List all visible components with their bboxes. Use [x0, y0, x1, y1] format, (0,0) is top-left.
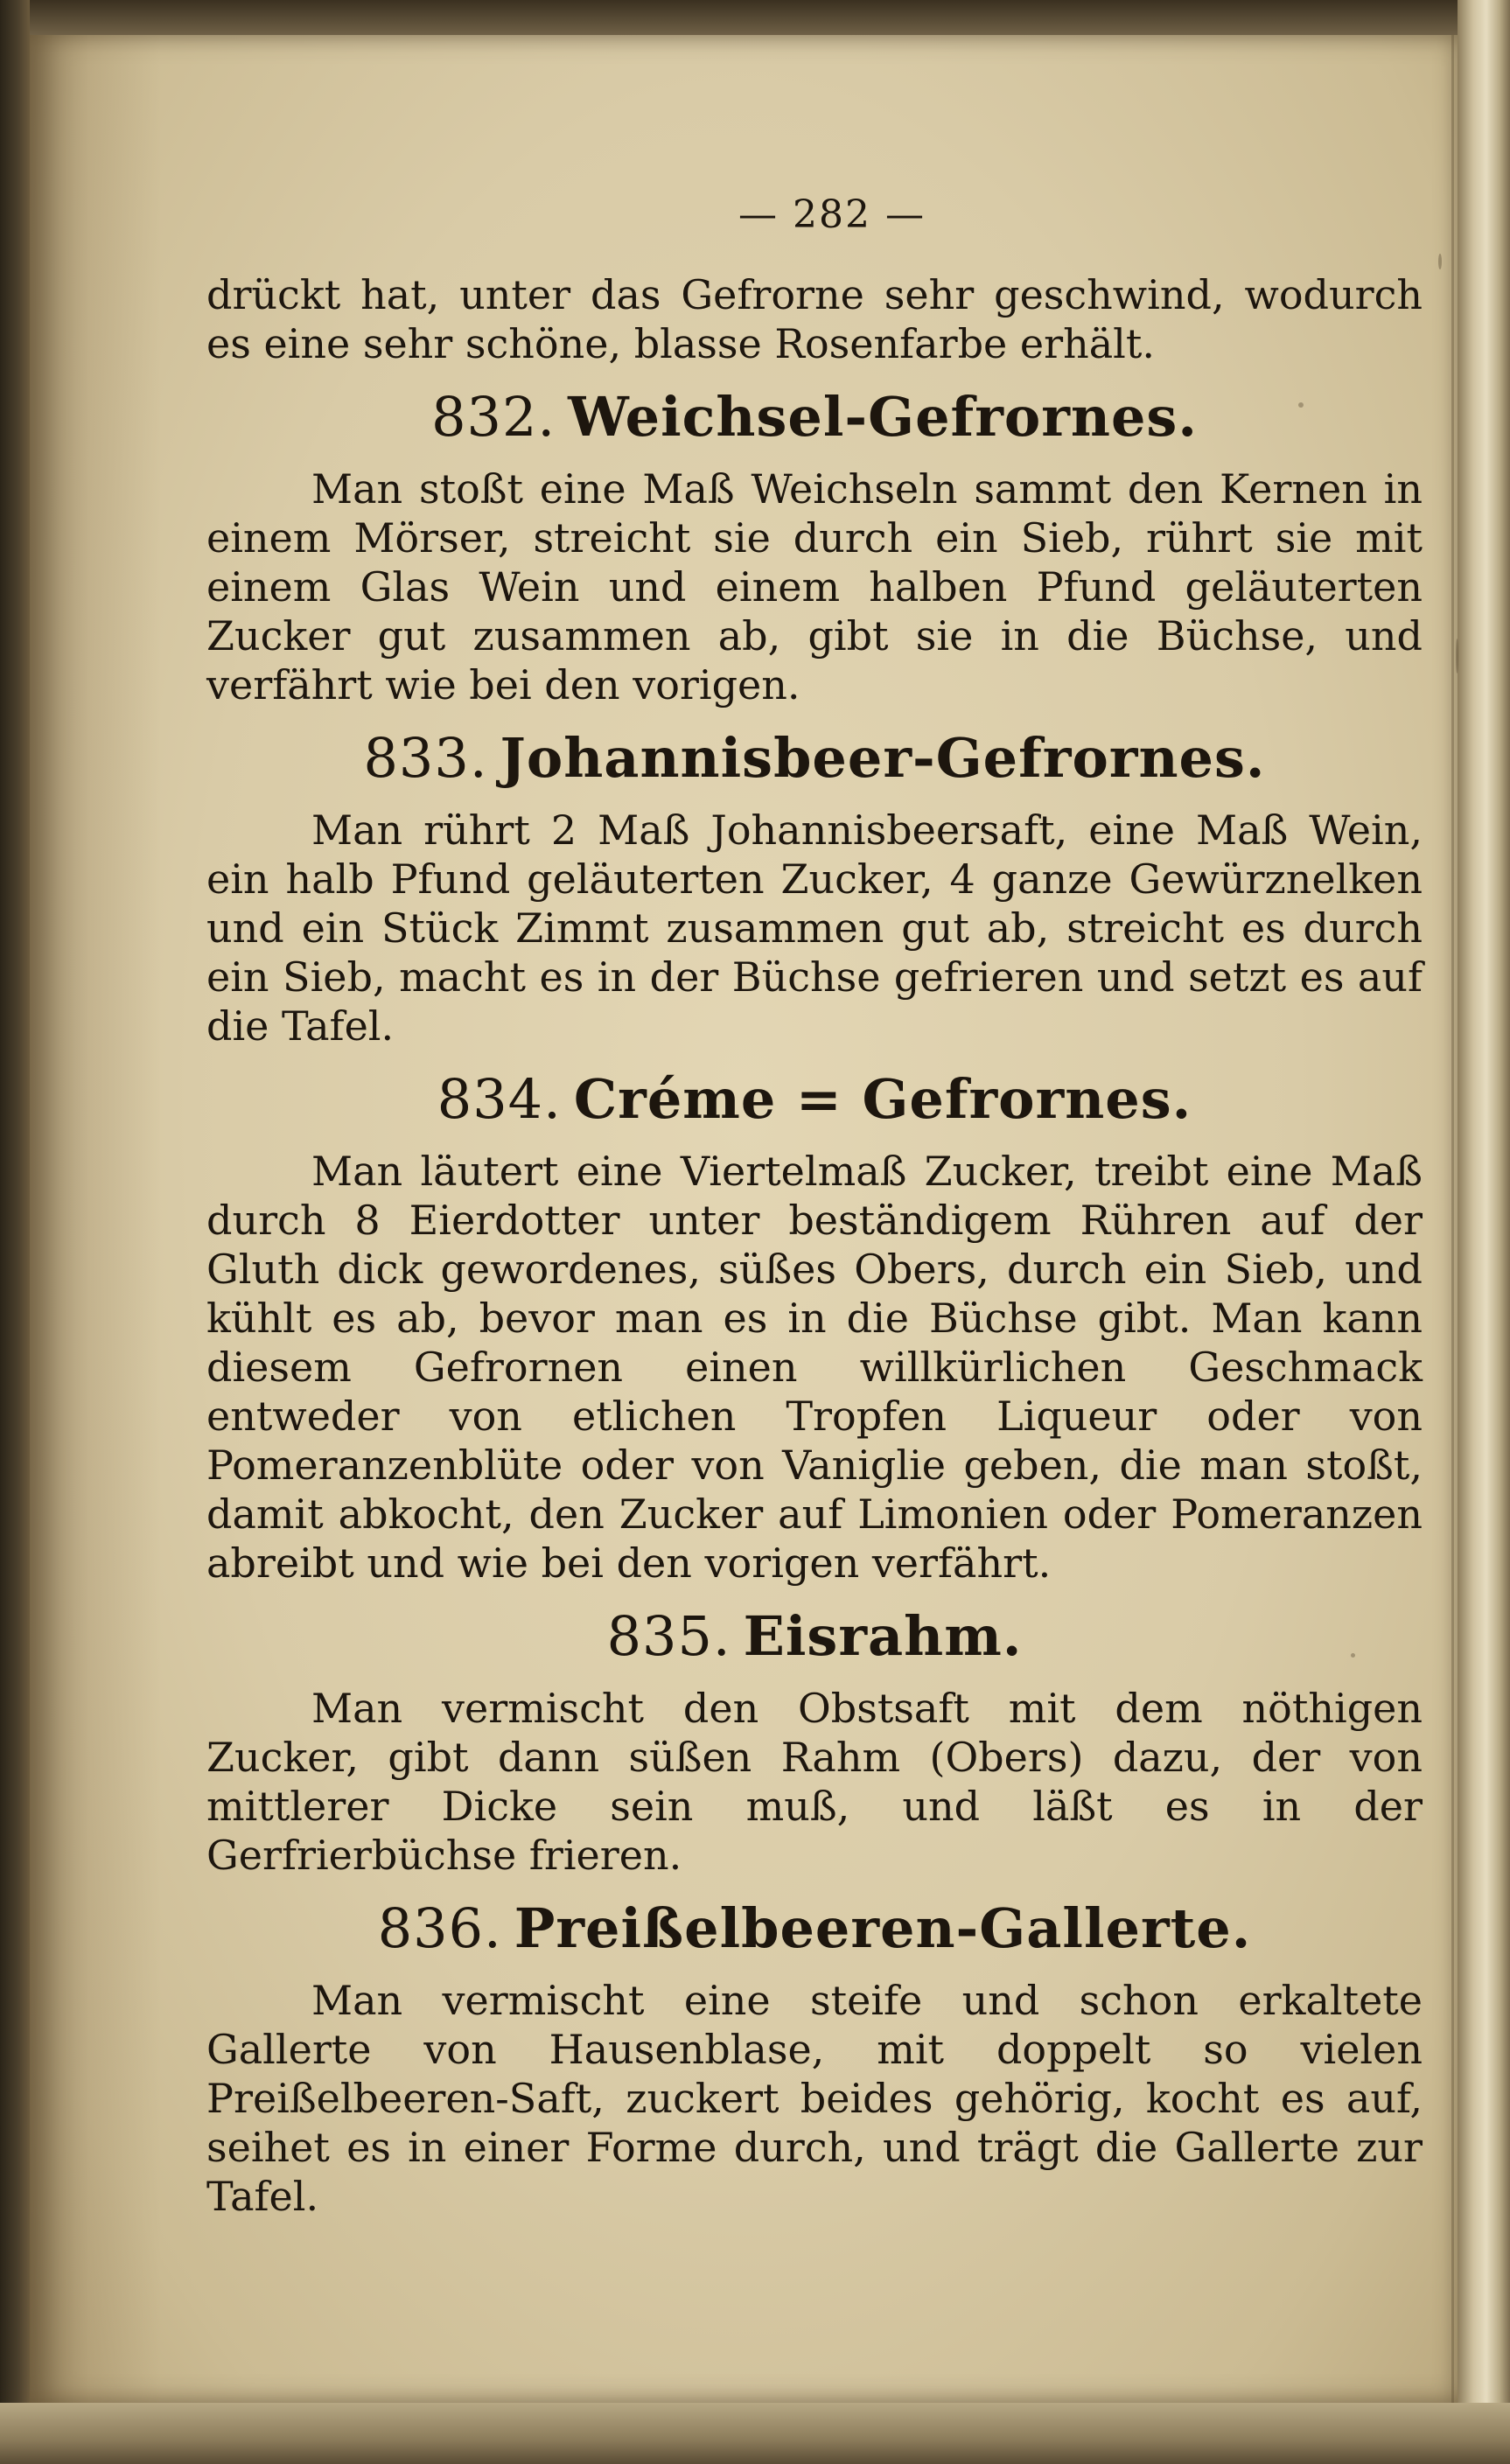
- spine-shadow: [30, 35, 161, 2403]
- recipe-text-836: Man vermischt eine steife und schon erkaltete Gallerte von Hausenblase, mit doppelt so vielen Preißelbeeren-Saft, zuckert beides gehörig, kocht es auf, seihet es in einer Forme durch, und trägt die Gallerte zur Tafel.: [206, 1977, 1423, 2220]
- recipe-title: Preißelbeeren-Gallerte.: [514, 1896, 1252, 1960]
- scan-border-left: [0, 0, 30, 2464]
- recipe-text-834: Man läutert eine Viertelmaß Zucker, treibt eine Maß durch 8 Eierdotter unter beständigem Rühren auf der Gluth dick gewordenes, süßes Obers, durch ein Sieb, und kühlt es ab, bevor man es in die Büchse gibt. Man kann diesem Gefrornen einen willkürlichen Geschmack entweder von etlichen Tropfen Liqueur oder von Pomeranzenblüte oder von Vaniglie geben, die man stoßt, damit abkocht, den Zucker auf Limonien oder Pomeranzen abreibt und wie bei den vorigen verfährt.: [206, 1148, 1423, 1587]
- recipe-number: 832.: [431, 385, 556, 449]
- recipe-title: Weichsel-Gefrornes.: [568, 385, 1198, 449]
- page-edge-bottom: [0, 2403, 1510, 2464]
- recipe-heading-833: [206, 727, 1423, 790]
- recipe-heading-836: [206, 1897, 1423, 1960]
- recipe-number: 835.: [606, 1604, 731, 1668]
- page-text: [206, 192, 1423, 2221]
- paper-speck: [1438, 254, 1442, 269]
- recipe-text-832: Man stoßt eine Maß Weichseln sammt den Kernen in einem Mörser, streicht sie durch ein Sieb, rührt sie mit einem Glas Wein und einem halben Pfund geläuterten Zucker gut zusammen ab, gibt sie in die Büchse, und verfährt wie bei den vorigen.: [206, 465, 1423, 708]
- recipe-heading-832: [206, 386, 1423, 449]
- recipe-text-833: Man rührt 2 Maß Johannisbeersaft, eine Maß Wein, ein halb Pfund geläuterten Zucker, 4 ganze Gewürznelken und ein Stück Zimmt zusammen gut ab, streicht es durch ein Sieb, macht es in der Büchse gefrieren und setzt es auf die Tafel.: [206, 806, 1423, 1050]
- page-fold-line: [1451, 35, 1454, 2403]
- intro-paragraph: drückt hat, unter das Gefrorne sehr geschwind, wodurch es eine sehr schöne, blasse Rosenfarbe erhält.: [206, 271, 1423, 367]
- recipe-number: 836.: [377, 1896, 502, 1960]
- recipe-heading-835: [206, 1605, 1423, 1668]
- recipe-title: Johannisbeer-Gefrornes.: [500, 726, 1266, 790]
- page-number: — 282 —: [738, 192, 926, 237]
- recipe-heading-834: [206, 1068, 1423, 1131]
- recipe-number: 834.: [437, 1067, 562, 1131]
- book-page: [30, 35, 1458, 2403]
- recipe-title: Créme = Gefrornes.: [573, 1067, 1192, 1131]
- recipe-text-835: Man vermischt den Obstsaft mit dem nöthigen Zucker, gibt dann süßen Rahm (Obers) dazu, der von mittlerer Dicke sein muß, und läßt es in der Gerfrierbüchse frieren.: [206, 1685, 1423, 1879]
- scan-border-top: [0, 0, 1510, 35]
- page-edge-right: [1458, 0, 1510, 2464]
- paper-speck: [1456, 639, 1458, 674]
- recipe-title: Eisrahm.: [743, 1604, 1023, 1668]
- recipe-number: 833.: [363, 726, 488, 790]
